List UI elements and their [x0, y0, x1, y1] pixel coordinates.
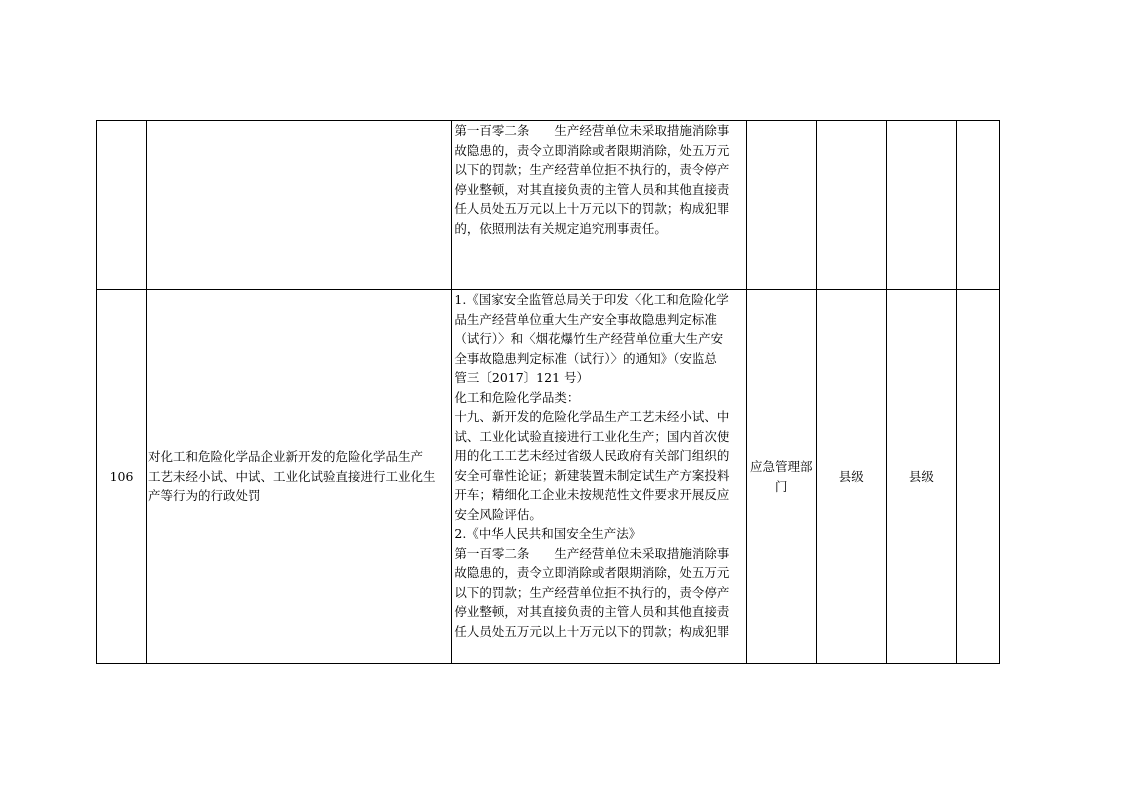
item-line: 工艺未经小试、中试、工业化试验直接进行工业化生: [148, 468, 436, 484]
basis-line: 第一百零二条 生产经营单位未采取措施消除事: [454, 123, 730, 138]
item-name-cell: [147, 290, 452, 664]
department-cell: [746, 121, 816, 290]
note-cell: [956, 121, 999, 290]
level-cell: [816, 121, 886, 290]
item-line: 对化工和危险化学品企业新开发的危险化学品生产: [148, 449, 424, 465]
department-line: 门: [774, 478, 788, 494]
table-row: [97, 121, 1000, 290]
basis-line: 1.《国家安全监管总局关于印发〈化工和危险化学: [454, 292, 729, 307]
legal-basis-cell: [452, 121, 746, 290]
department-line: 应急管理部: [749, 459, 813, 474]
basis-line: 以下的罚款；生产经营单位拒不执行的，责令停产: [454, 584, 730, 600]
row-number-cell: [97, 121, 147, 290]
basis-line: 全事故隐患判定标准（试行）〉的通知》（安监总: [454, 350, 717, 366]
department-cell: [746, 290, 816, 664]
basis-line: 任人员处五万元以上十万元以下的罚款；构成犯罪: [454, 201, 730, 216]
basis-line: 安全风险评估。: [454, 506, 542, 522]
legal-basis-cell: [452, 290, 746, 664]
item-name-cell: [147, 121, 452, 290]
basis-line: 2.《中华人民共和国安全生产法》: [454, 526, 642, 541]
basis-line: 停业整顿，对其直接负责的主管人员和其他直接责: [454, 604, 730, 619]
basis-line: 开车；精细化工企业未按规范性文件要求开展反应: [454, 487, 730, 502]
basis-line: 的，依照刑法有关规定追究刑事责任。: [454, 220, 667, 236]
basis-line: 化工和危险化学品类：: [454, 389, 580, 405]
basis-line: 任人员处五万元以上十万元以下的罚款；构成犯罪: [454, 623, 730, 639]
basis-line: 以下的罚款；生产经营单位拒不执行的，责令停产: [454, 162, 730, 177]
row-number-cell: 106: [97, 290, 147, 664]
basis-line: 试、工业化试验直接进行工业化生产；国内首次使: [454, 428, 730, 444]
basis-line: （试行）〉和〈烟花爆竹生产经营单位重大生产安: [454, 331, 724, 346]
power-list-table: [96, 120, 1000, 664]
level-cell: [886, 121, 956, 290]
item-line: 产等行为的行政处罚: [148, 488, 261, 504]
basis-line: 管三〔2017〕121 号）: [454, 370, 590, 385]
basis-line: 十九、新开发的危险化学品生产工艺未经小试、中: [454, 409, 730, 424]
level-cell: 县级: [886, 290, 956, 664]
basis-line: 第一百零二条 生产经营单位未采取措施消除事: [454, 545, 730, 561]
basis-line: 故隐患的，责令立即消除或者限期消除，处五万元: [454, 565, 730, 580]
note-cell: [956, 290, 999, 664]
basis-line: 停业整顿，对其直接负责的主管人员和其他直接责: [454, 181, 730, 197]
basis-line: 用的化工工艺未经过省级人民政府有关部门组织的: [454, 448, 730, 463]
table-row: [97, 290, 1000, 664]
basis-line: 安全可靠性论证；新建装置未制定试生产方案投料: [454, 467, 730, 483]
basis-line: 故隐患的，责令立即消除或者限期消除，处五万元: [454, 142, 730, 158]
level-cell: 县级: [816, 290, 886, 664]
basis-line: 品生产经营单位重大生产安全事故隐患判定标准: [454, 311, 717, 327]
